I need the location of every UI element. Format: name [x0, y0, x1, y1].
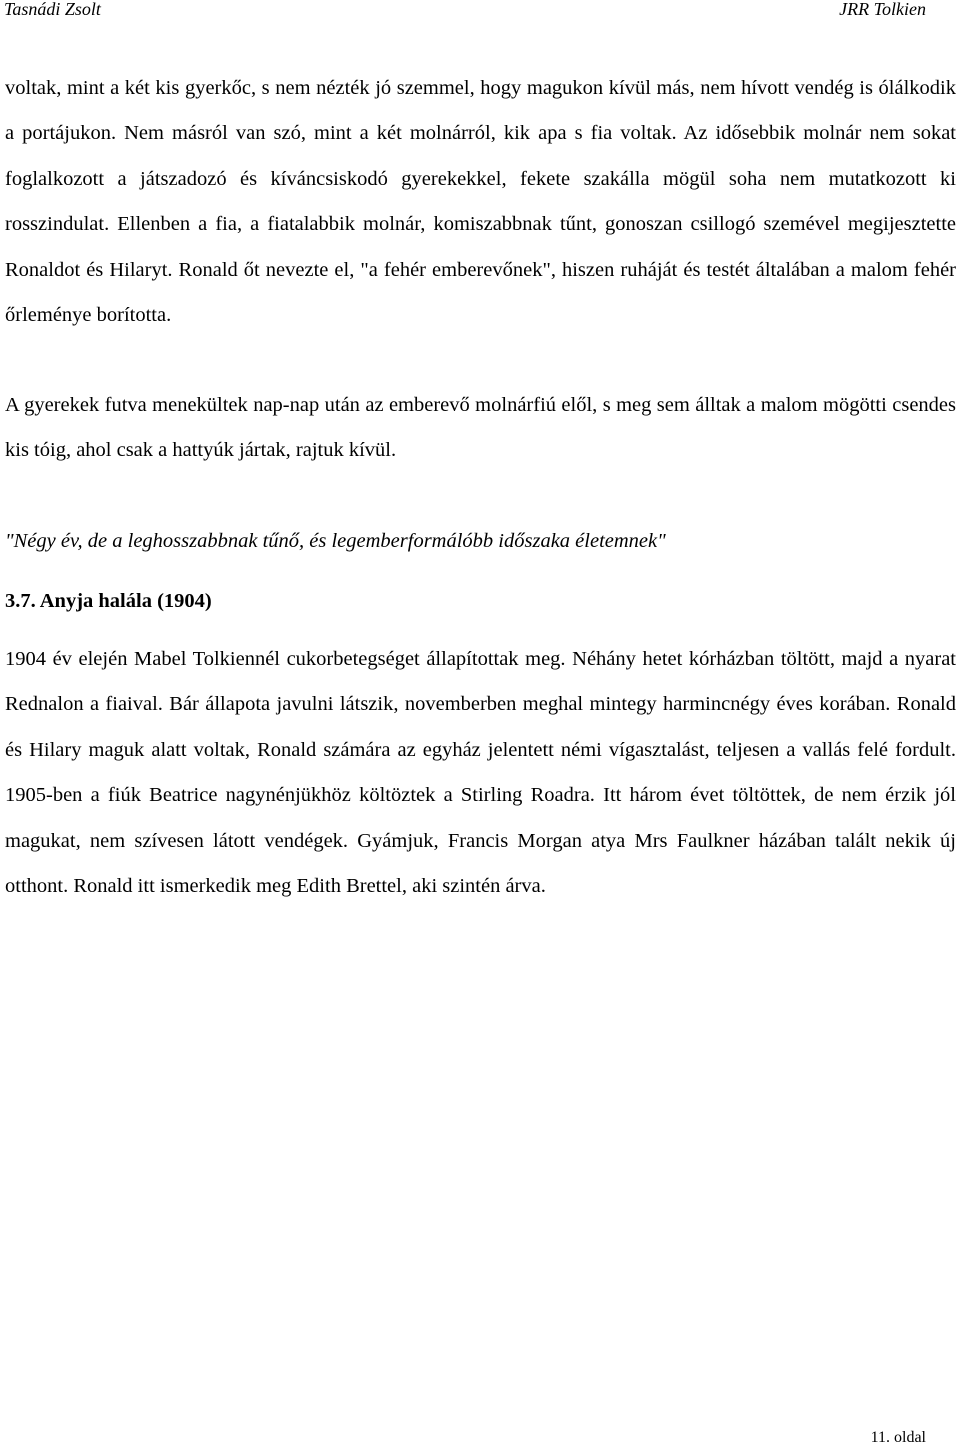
body-paragraph: voltak, mint a két kis gyerkőc, s nem nézték jó szemmel, hogy magukon kívül más, nem hívott vendég is ólálkodik a portájukon. Nem másról van szó, mint a két molnárról, kik apa s fia voltak. Az idősebbik molnár nem sokat foglalkozott a játszadozó és kíváncsiskodó gyerekekkel, fekete szakálla mögül soha nem mutatkozott ki rosszindulat. Ellenben a fia, a fiatalabbik molnár, komiszabbnak tűnt, gonoszan csillogó szemével megijesztette Ronaldot és Hilaryt. Ronald őt nevezte el, "a fehér emberevőnek", hiszen ruháját és testét általában a malom fehér őrleménye borította. [5, 77, 956, 327]
page-number: 11. oldal [870, 1429, 926, 1446]
header-author: Tasnádi Zsolt [4, 0, 101, 19]
body-paragraph: 1904 év elején Mabel Tolkiennél cukorbetegséget állapítottak meg. Néhány hetet kórházban töltött, majd a nyarat Rednalon a fiaival. Bár állapota javulni látszik, novemberben meghal mintegy harmincnégy éves korában. Ronald és Hilary maguk alatt voltak, Ronald számára az egyház jelentett némi vígasztalást, teljesen a vallás felé fordult. 1905-ben a fiúk Beatrice nagynénjükhöz költöztek a Stirling Roadra. Itt három évet töltöttek, de nem érzik jól magukat, nem szívesen látott vendégek. Gyámjuk, Francis Morgan atya Mrs Faulkner házában talált nekik új otthont. Ronald itt ismerkedik meg Edith Brettel, aki szintén árva. [5, 648, 956, 898]
section-title: Anyja halála (1904) [39, 590, 212, 612]
body-paragraph: A gyerekek futva menekültek nap-nap után az emberevő molnárfiú elől, s meg sem álltak a malom mögötti csendes kis tóig, ahol csak a hattyúk jártak, rajtuk kívül. [5, 394, 956, 462]
section-heading [5, 583, 212, 619]
section-number: 3.7. [5, 590, 36, 612]
header-subject: JRR Tolkien [839, 0, 926, 19]
quote: "Négy év, de a leghosszabbnak tűnő, és legemberformálóbb időszaka életemnek" [5, 530, 666, 552]
